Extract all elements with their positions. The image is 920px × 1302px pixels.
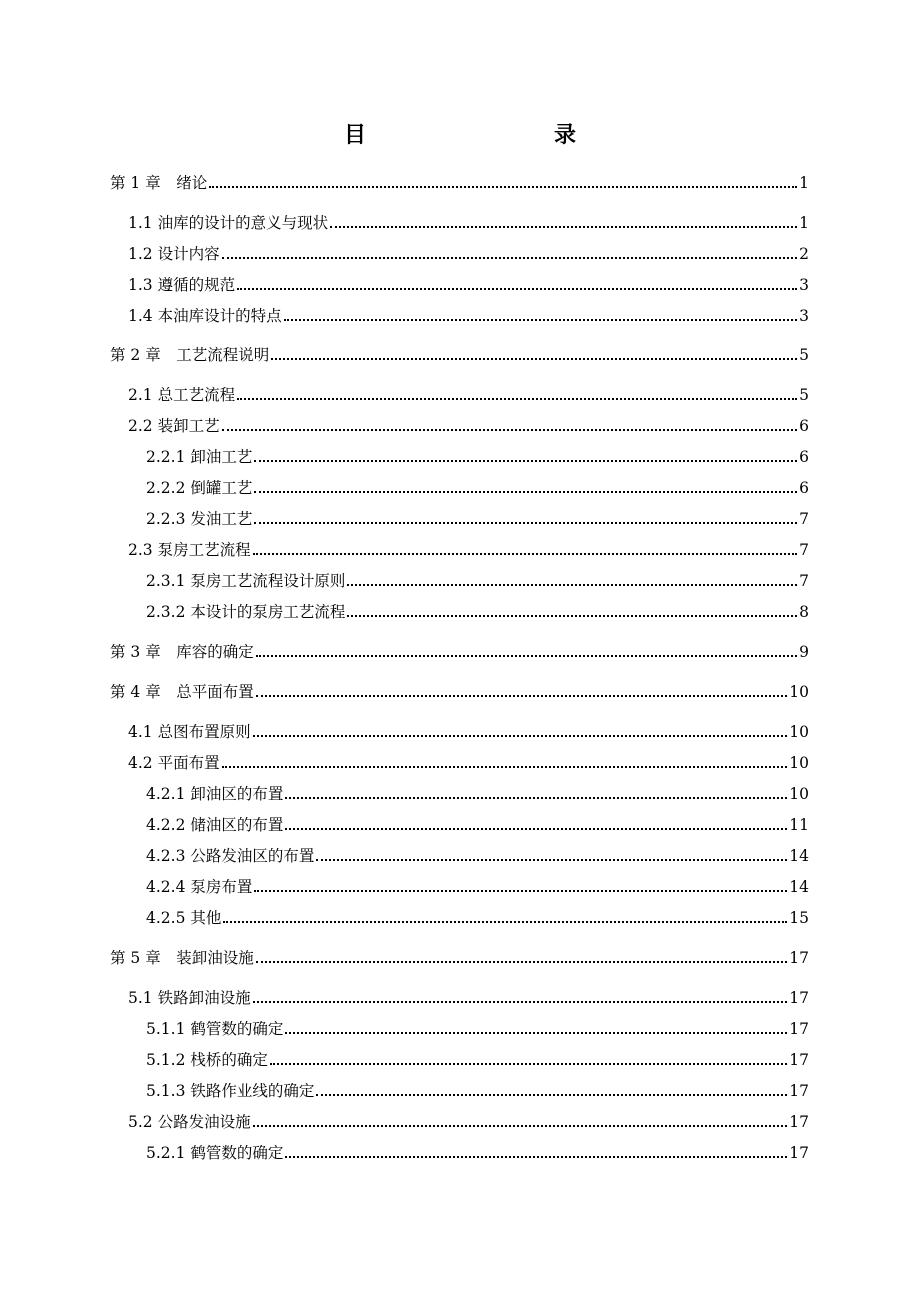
toc-page-number: 17 — [789, 1020, 809, 1038]
toc-dot-leader — [254, 890, 787, 892]
toc-entry[interactable] — [146, 906, 809, 928]
toc-entry[interactable] — [146, 782, 809, 804]
toc-entry[interactable] — [128, 538, 809, 560]
toc-entry[interactable] — [146, 844, 809, 866]
toc-dot-leader — [270, 1063, 787, 1065]
toc-page-number: 11 — [789, 816, 809, 834]
toc-entry-title: 1.4 本油库设计的特点 — [128, 307, 282, 325]
toc-entry[interactable] — [128, 211, 809, 233]
toc-entry[interactable] — [146, 600, 809, 622]
toc-entry[interactable] — [146, 875, 809, 897]
toc-entry-title: 1.1 油库的设计的意义与现状 — [128, 214, 329, 232]
toc-page-number: 10 — [789, 785, 809, 803]
toc-entry-title: 4.2.1 卸油区的布置 — [146, 785, 284, 803]
toc-entry[interactable] — [128, 986, 809, 1008]
toc-entry-title: 第 1 章 绪论 — [110, 174, 208, 192]
toc-page-number: 6 — [799, 448, 809, 466]
toc-dot-leader — [254, 460, 797, 462]
toc-entry[interactable] — [146, 1048, 809, 1070]
toc-entry[interactable] — [110, 640, 809, 662]
toc-dot-leader — [209, 186, 797, 188]
toc-entry-title: 5.1.1 鹤管数的确定 — [146, 1020, 284, 1038]
toc-entry[interactable] — [146, 813, 809, 835]
toc-entry-title: 第 3 章 库容的确定 — [110, 643, 254, 661]
toc-entry-title: 4.1 总图布置原则 — [128, 723, 251, 741]
toc-entry-title: 2.2 装卸工艺 — [128, 417, 220, 435]
toc-dot-leader — [285, 828, 787, 830]
toc-entry-title: 4.2.4 泵房布置 — [146, 878, 253, 896]
toc-page-number: 8 — [799, 603, 809, 621]
toc-page-number: 17 — [789, 1051, 809, 1069]
toc-entry[interactable] — [110, 171, 809, 193]
toc-dot-leader — [253, 735, 788, 737]
toc-dot-leader — [285, 797, 787, 799]
toc-entry[interactable] — [128, 383, 809, 405]
toc-page-number: 10 — [789, 723, 809, 741]
toc-entry-title: 2.2.2 倒罐工艺 — [146, 479, 253, 497]
toc-entry-title: 第 5 章 装卸油设施 — [110, 949, 254, 967]
toc-page-number: 5 — [799, 386, 809, 404]
toc-entry-title: 1.2 设计内容 — [128, 245, 220, 263]
toc-entry-title: 第 4 章 总平面布置 — [110, 683, 254, 701]
toc-dot-leader — [316, 1094, 787, 1096]
toc-dot-leader — [253, 1001, 788, 1003]
toc-entry[interactable] — [110, 680, 809, 702]
toc-dot-leader — [253, 1125, 788, 1127]
toc-entry-title: 4.2.2 储油区的布置 — [146, 816, 284, 834]
toc-page-number: 7 — [799, 541, 809, 559]
toc-page-number: 6 — [799, 417, 809, 435]
toc-entry[interactable] — [128, 242, 809, 264]
toc-dot-leader — [237, 288, 797, 290]
toc-entry[interactable] — [110, 946, 809, 968]
toc-page-number: 14 — [789, 847, 809, 865]
toc-dot-leader — [330, 226, 797, 228]
toc-entry[interactable] — [146, 1017, 809, 1039]
toc-page-number: 6 — [799, 479, 809, 497]
toc-entry[interactable] — [146, 507, 809, 529]
toc-dot-leader — [347, 615, 797, 617]
toc-entry-title: 2.3 泵房工艺流程 — [128, 541, 251, 559]
toc-page-number: 17 — [789, 1082, 809, 1100]
toc-entry-title: 第 2 章 工艺流程说明 — [110, 346, 270, 364]
page-title: 目 录 — [343, 123, 624, 148]
toc-dot-leader — [254, 491, 797, 493]
toc-entry-title: 2.3.1 泵房工艺流程设计原则 — [146, 572, 346, 590]
toc-dot-leader — [222, 257, 798, 259]
toc-page-number: 7 — [799, 572, 809, 590]
toc-page-number: 2 — [799, 245, 809, 263]
toc-dot-leader — [256, 655, 797, 657]
toc-dot-leader — [256, 961, 788, 963]
toc-entry-title: 4.2.3 公路发油区的布置 — [146, 847, 315, 865]
toc-entry[interactable] — [128, 273, 809, 295]
toc-page-number: 17 — [789, 989, 809, 1007]
toc-page-number: 1 — [799, 174, 809, 192]
toc-page-number: 10 — [789, 683, 809, 701]
toc-page-number: 17 — [789, 1144, 809, 1162]
toc-dot-leader — [347, 584, 797, 586]
toc-entry-title: 5.1.2 栈桥的确定 — [146, 1051, 268, 1069]
toc-entry[interactable] — [146, 569, 809, 591]
toc-page-number: 9 — [799, 643, 809, 661]
toc-entry-title: 2.2.1 卸油工艺 — [146, 448, 253, 466]
toc-dot-leader — [316, 859, 787, 861]
toc-entry[interactable] — [146, 1079, 809, 1101]
toc-entry-title: 5.2.1 鹤管数的确定 — [146, 1144, 284, 1162]
toc-page-number: 1 — [799, 214, 809, 232]
toc-dot-leader — [271, 358, 797, 360]
toc-entry[interactable] — [146, 1141, 809, 1163]
toc-dot-leader — [285, 1032, 787, 1034]
toc-entry[interactable] — [128, 751, 809, 773]
toc-entry[interactable] — [128, 304, 809, 326]
toc-entry[interactable] — [110, 343, 809, 365]
toc-page-number: 15 — [789, 909, 809, 927]
toc-entry-title: 4.2.5 其他 — [146, 909, 222, 927]
toc-entry-title: 4.2 平面布置 — [128, 754, 220, 772]
toc-page-number: 5 — [799, 346, 809, 364]
toc-dot-leader — [256, 695, 788, 697]
toc-page-number: 3 — [799, 307, 809, 325]
toc-entry-title: 1.3 遵循的规范 — [128, 276, 236, 294]
toc-entry-title: 2.1 总工艺流程 — [128, 386, 236, 404]
toc-entry[interactable] — [146, 445, 809, 467]
toc-entry-title: 5.2 公路发油设施 — [128, 1113, 251, 1131]
toc-page-number: 17 — [789, 949, 809, 967]
toc-entry[interactable] — [128, 720, 809, 742]
toc-page-number: 17 — [789, 1113, 809, 1131]
toc-dot-leader — [223, 921, 787, 923]
toc-entry[interactable] — [146, 476, 809, 498]
toc-entry-title: 5.1 铁路卸油设施 — [128, 989, 251, 1007]
toc-dot-leader — [237, 398, 797, 400]
toc-dot-leader — [222, 766, 788, 768]
toc-entry-title: 2.3.2 本设计的泵房工艺流程 — [146, 603, 346, 621]
toc-entry-title: 5.1.3 铁路作业线的确定 — [146, 1082, 315, 1100]
toc-entry-title: 2.2.3 发油工艺 — [146, 510, 253, 528]
toc-dot-leader — [222, 429, 798, 431]
toc-page-number: 10 — [789, 754, 809, 772]
toc-dot-leader — [253, 553, 798, 555]
toc-entry[interactable] — [128, 414, 809, 436]
toc-page-number: 7 — [799, 510, 809, 528]
toc-dot-leader — [254, 522, 797, 524]
toc-page-number: 14 — [789, 878, 809, 896]
toc-dot-leader — [284, 319, 798, 321]
toc-dot-leader — [285, 1156, 787, 1158]
toc-entry[interactable] — [128, 1110, 809, 1132]
toc-page-number: 3 — [799, 276, 809, 294]
